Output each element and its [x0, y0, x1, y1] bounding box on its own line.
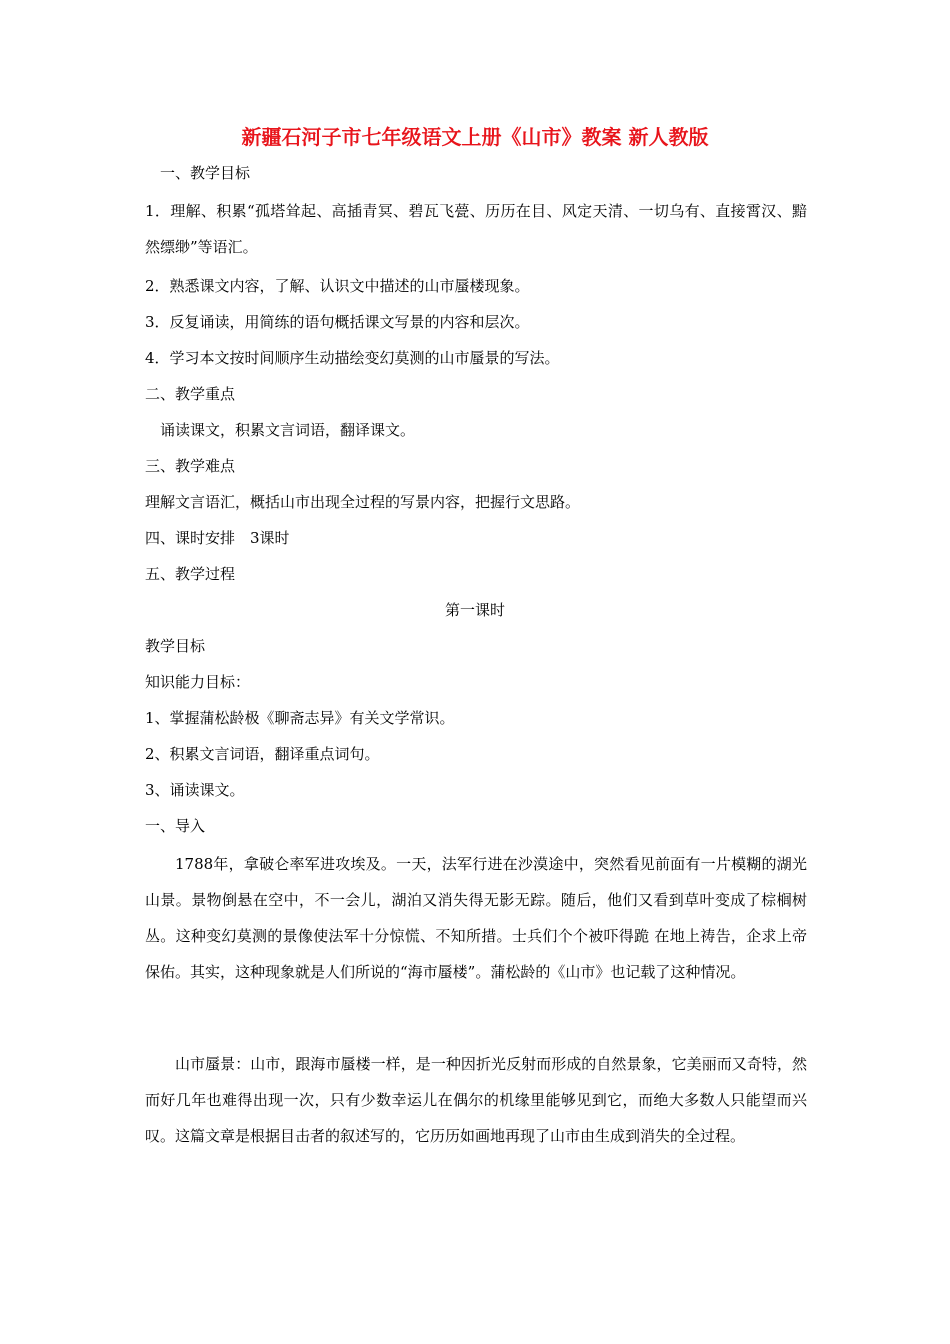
goal-item-2: 2．熟悉课文内容，了解、认识文中描述的山市蜃楼现象。 — [145, 277, 530, 295]
lesson-goal-1: 1、掌握蒲松龄极《聊斋志异》有关文学常识。 — [145, 709, 455, 727]
section-heading-key-points: 二、教学重点 — [145, 385, 236, 403]
lesson-goals-heading: 教学目标 — [145, 637, 206, 655]
section-heading-difficulties: 三、教学难点 — [145, 457, 236, 475]
difficulties-text: 理解文言语汇，概括山市出现全过程的写景内容，把握行文思路。 — [145, 493, 581, 511]
intro-paragraph-1: 1788年，拿破仑率军进攻埃及。一天，法军行进在沙漠途中，突然看见前面有一片模糊的湖光山景。景物倒悬在空中，不一会儿，湖泊又消失得无影无踪。随后，他们又看到草叶变成了棕榈树丛。这种变幻莫测的景像使法军十分惊慌、不知所措。士兵们个个被吓得跪 在地上祷告，企求上帝保佑。其实，这种现象就是人们所说的“海市蜃楼”。蒲松龄的《山市》也记载了这种情况。 — [145, 855, 807, 981]
goal-item-3: 3．反复诵读，用简练的语句概括课文写景的内容和层次。 — [145, 313, 530, 331]
lesson-skills-heading: 知识能力目标： — [145, 673, 251, 691]
lesson-goal-2: 2、积累文言词语，翻译重点词句。 — [145, 745, 380, 763]
key-points-text: 诵读课文，积累文言词语，翻译课文。 — [160, 421, 416, 439]
intro-heading: 一、导入 — [145, 817, 206, 835]
goal-item-4: 4．学习本文按时间顺序生动描绘变幻莫测的山市蜃景的写法。 — [145, 349, 560, 367]
section-heading-teaching-goals: 一、教学目标 — [160, 164, 251, 182]
section-heading-schedule: 四、课时安排 3课时 — [145, 529, 290, 547]
lesson-heading: 第一课时 — [444, 601, 505, 619]
section-heading-process: 五、教学过程 — [145, 565, 236, 583]
lesson-goal-3: 3、诵读课文。 — [145, 781, 245, 799]
goal-item-1: 1．理解、积累“孤塔耸起、高插青冥、碧瓦飞甍、历历在目、风定天清、一切乌有、直接霄汉、黯然缥缈”等语汇。 — [145, 202, 807, 256]
intro-paragraph-2: 山市蜃景：山市，跟海市蜃楼一样，是一种因折光反射而形成的自然景象，它美丽而又奇特，然而好几年也难得出现一次，只有少数幸运儿在偶尔的机缘里能够见到它，而绝大多数人只能望而兴叹。这篇文章是根据目击者的叙述写的，它历历如画地再现了山市由生成到消失的全过程。 — [145, 1055, 807, 1145]
document-title: 新疆石河子市七年级语文上册《山市》教案 新人教版 — [241, 125, 709, 149]
